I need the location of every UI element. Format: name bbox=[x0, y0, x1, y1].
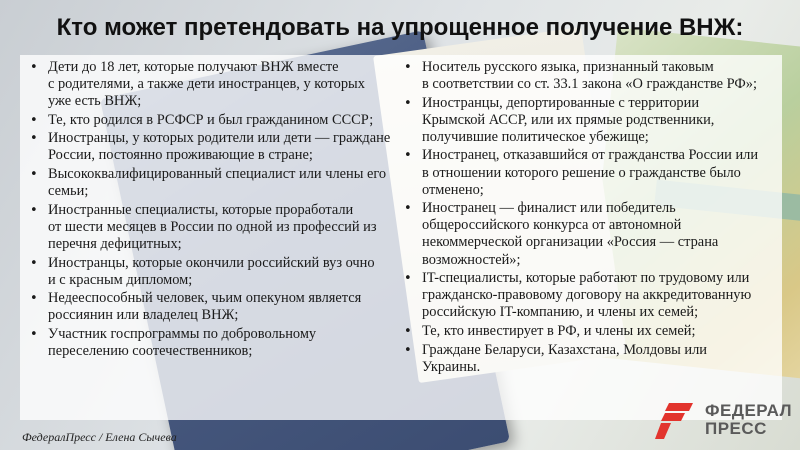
criteria-item: • Носитель русского языка, признанный таковым в соответствии со ст. 33.1 закона «О гражданстве РФ»; bbox=[402, 59, 778, 93]
criteria-item: • Иностранцы, которые окончили российский вуз очно и с красным дипломом; bbox=[28, 255, 400, 289]
criteria-item: • Граждане Беларуси, Казахстана, Молдовы или Украины. bbox=[402, 342, 778, 376]
criteria-item: • Те, кто инвестирует в РФ, и члены их семей; bbox=[402, 323, 778, 340]
criteria-item: • Иностранец, отказавшийся от гражданства России или в отношении которого решение о гражданстве было отменено; bbox=[402, 147, 778, 198]
logo-line-1: ФЕДЕРАЛ bbox=[705, 401, 793, 420]
page-title: Кто может претендовать на упрощенное получение ВНЖ: bbox=[56, 14, 744, 41]
criteria-item: • Иностранец — финалист или победитель общероссийского конкурса от автономной некоммерческой организации «Россия — страна возможностей»; bbox=[402, 200, 778, 268]
criteria-item: • Участник госпрограммы по добровольному переселению соотечественников; bbox=[28, 326, 400, 360]
logo-line-2: ПРЕСС bbox=[705, 419, 767, 438]
criteria-item: • IT-специалисты, которые работают по трудовому или гражданско-правовому договору на аккредитованную российскую IT-компанию, и члены их семей; bbox=[402, 270, 778, 321]
criteria-item: • Иностранные специалисты, которые проработали от шести месяцев в России по одной из профессий из перечня дефицитных; bbox=[28, 202, 400, 253]
federalpress-logo-text bbox=[705, 402, 792, 438]
criteria-item: • Иностранцы, у которых родители или дети — граждане России, постоянно проживающие в стране; bbox=[28, 130, 400, 164]
photo-credit: ФедералПресс / Елена Сычева bbox=[22, 430, 177, 444]
criteria-item: • Высококвалифицированный специалист или члены его семьи; bbox=[28, 166, 400, 200]
criteria-item: • Недееспособный человек, чьим опекуном является россиянин или владелец ВНЖ; bbox=[28, 290, 400, 324]
criteria-item: • Иностранцы, депортированные с территории Крымской АССР, или их прямые родственники, получившие политическое убежище; bbox=[402, 95, 778, 146]
content-panel bbox=[20, 55, 782, 420]
federalpress-logo bbox=[655, 397, 793, 445]
criteria-item: • Те, кто родился в РСФСР и был гражданином СССР; bbox=[28, 112, 400, 129]
federalpress-logo-icon bbox=[655, 399, 699, 443]
right-criteria-list bbox=[402, 59, 778, 377]
criteria-item: • Дети до 18 лет, которые получают ВНЖ вместе с родителями, а также дети иностранцев, у которых уже есть ВНЖ; bbox=[28, 59, 400, 110]
left-criteria-list bbox=[28, 59, 400, 362]
